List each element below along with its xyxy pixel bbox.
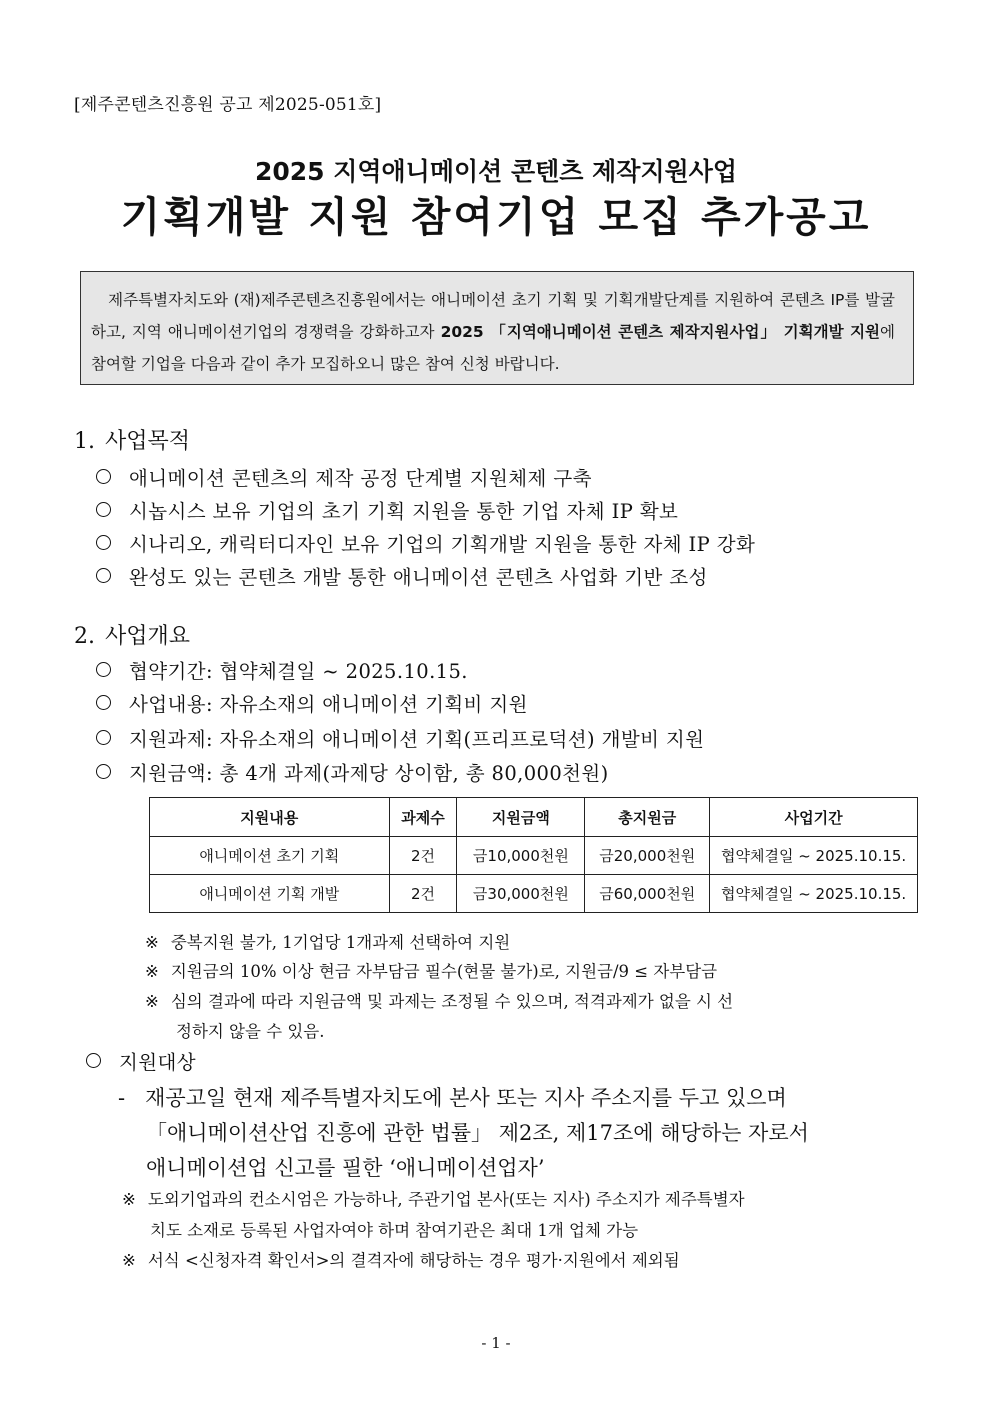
table-cell: 금30,000천원: [457, 875, 585, 913]
target-note-1-cont: 치도 소재로 등록된 사업자여야 하며 참여기관은 최대 1개 업체 가능: [150, 1221, 639, 1240]
table-row: [150, 875, 918, 913]
title-line-1: 2025 지역애니메이션 콘텐츠 제작지원사업: [254, 157, 738, 186]
target-line-2: 「애니메이션산업 진흥에 관한 법률」 제2조, 제17조에 해당하는 자로서: [146, 1121, 809, 1145]
table-note-3: ※ 심의 결과에 따라 지원금액 및 과제는 조정될 수 있으며, 적격과제가 없을 시 선: [145, 992, 734, 1011]
table-header: 지원금액: [457, 798, 585, 837]
intro-box: [80, 271, 914, 385]
section-2-number: 2.: [74, 624, 95, 649]
intro-text-bold: 2025 「지역애니메이션 콘텐츠 제작지원사업」 기획개발 지원: [440, 323, 881, 341]
table-cell: 2건: [389, 837, 457, 875]
table-header: 총지원금: [585, 798, 710, 837]
circle-bullet-icon: [96, 469, 111, 484]
list-item: 완성도 있는 콘텐츠 개발 통한 애니메이션 콘텐츠 사업화 기반 조성: [96, 562, 708, 590]
intro-text-2: 에 참여할 기업을 다음과 같이 추가 모집하오니 많은 참여 신청 바랍니다.: [91, 323, 896, 373]
section-1-heading: [74, 424, 190, 455]
circle-bullet-icon: [96, 764, 111, 779]
note-mark: ※: [122, 1251, 136, 1270]
circle-bullet-icon: [96, 730, 111, 745]
table-cell: 금20,000천원: [585, 837, 710, 875]
table-cell: 협약체결일 ~ 2025.10.15.: [710, 837, 918, 875]
table-cell: 애니메이션 기획 개발: [150, 875, 390, 913]
intro-text-1: 제주특별자치도와 (재)제주콘텐츠진흥원에서는 애니메이션 초기 기획 및 기획개발단계를 지원하여 콘텐츠 IP를 발굴하고, 지역 애니메이션기업의 경쟁력을 강화하고자: [91, 291, 895, 341]
table-cell: 금10,000천원: [457, 837, 585, 875]
table-header: 지원내용: [150, 798, 390, 837]
list-item: 애니메이션 콘텐츠의 제작 공정 단계별 지원체제 구축: [96, 463, 592, 491]
list-item: 시나리오, 캐릭터디자인 보유 기업의 기획개발 지원을 통한 자체 IP 강화: [96, 529, 755, 557]
title-line-2: 기획개발 지원 참여기업 모집 추가공고: [120, 193, 872, 241]
notice-number: [제주콘텐츠진흥원 공고 제2025-051호]: [74, 95, 382, 115]
table-header: 과제수: [389, 798, 457, 837]
note-mark: ※: [122, 1190, 136, 1209]
list-item: 지원과제: 자유소재의 애니메이션 기획(프리프로덕션) 개발비 지원: [96, 724, 704, 752]
list-item: 지원금액: 총 4개 과제(과제당 상이함, 총 80,000천원): [96, 758, 609, 786]
section-1-title: 사업목적: [105, 429, 191, 454]
table-cell: 협약체결일 ~ 2025.10.15.: [710, 875, 918, 913]
target-line-3: 애니메이션업 신고를 필한 ‘애니메이션업자’: [146, 1156, 545, 1180]
list-item: 협약기간: 협약체결일 ~ 2025.10.15.: [96, 656, 468, 684]
table-cell: 금60,000천원: [585, 875, 710, 913]
circle-bullet-icon: [96, 568, 111, 583]
section-2-title: 사업개요: [105, 624, 191, 649]
circle-bullet-icon: [96, 502, 111, 517]
circle-bullet-icon: [96, 662, 111, 677]
target-line-1: - 재공고일 현재 제주특별자치도에 본사 또는 지사 주소지를 두고 있으며: [118, 1086, 787, 1110]
circle-bullet-icon: [96, 535, 111, 550]
note-mark: ※: [145, 992, 159, 1011]
table-header: 사업기간: [710, 798, 918, 837]
table-cell: 애니메이션 초기 기획: [150, 837, 390, 875]
note-mark: ※: [145, 933, 159, 952]
circle-bullet-icon: [96, 695, 111, 710]
table-header-row: [150, 798, 918, 837]
list-item: 시놉시스 보유 기업의 초기 기획 지원을 통한 기업 자체 IP 확보: [96, 496, 678, 524]
section-2-heading: [74, 619, 190, 650]
table-note-1: ※ 중복지원 불가, 1기업당 1개과제 선택하여 지원: [145, 933, 511, 952]
table-note-3-cont: 정하지 않을 수 있음.: [176, 1022, 325, 1041]
circle-bullet-icon: [86, 1053, 101, 1068]
target-heading: 지원대상: [86, 1047, 196, 1075]
table-note-2: ※ 지원금의 10% 이상 현금 자부담금 필수(현물 불가)로, 지원금/9 ≤ 자부담금: [145, 962, 718, 981]
target-note-2: ※ 서식 <신청자격 확인서>의 결격자에 해당하는 경우 평가·지원에서 제외됨: [122, 1251, 680, 1270]
support-table: [149, 797, 918, 913]
table-cell: 2건: [389, 875, 457, 913]
list-item: 사업내용: 자유소재의 애니메이션 기획비 지원: [96, 689, 528, 717]
section-1-number: 1.: [74, 429, 95, 454]
table-row: [150, 837, 918, 875]
page-number: - 1 -: [481, 1334, 511, 1352]
target-note-1: ※ 도외기업과의 컨소시엄은 가능하나, 주관기업 본사(또는 지사) 주소지가 제주특별자: [122, 1190, 745, 1209]
note-mark: ※: [145, 962, 159, 981]
